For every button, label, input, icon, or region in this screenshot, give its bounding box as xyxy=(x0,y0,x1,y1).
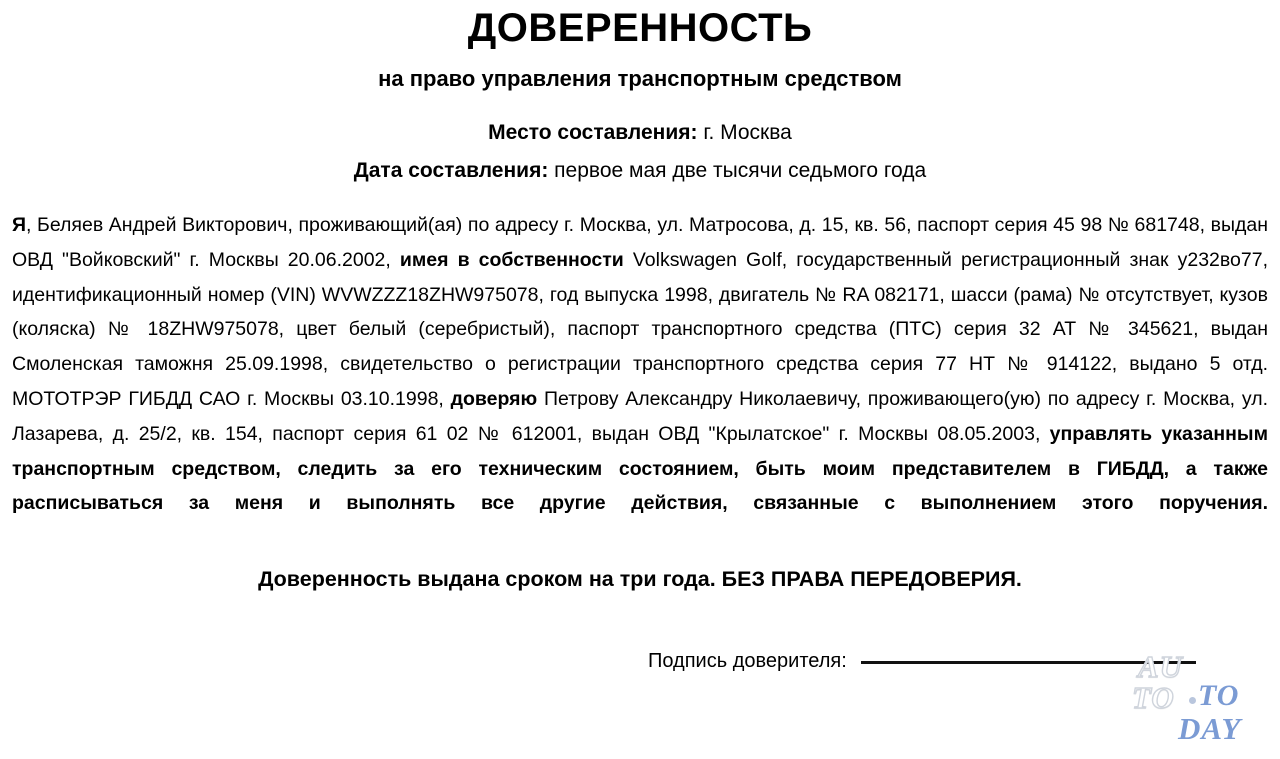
body-vehicle-details: Volkswagen Golf, государственный регистрационный знак у232во77, идентификационный номер (VIN) WVWZZZ18ZHW975078, год выпуска 1998, двигатель № RA 082171, шасси (рама) № отсутствует, кузов (коляска) № 18ZHW975078, цвет белый (серебристый), паспорт транспортного средства (ПТС) серия 32 АТ № 345621, выдан Смоленская таможня 25.09.1998, свидетельство о регистрации транспортного средства серия 77 НТ № 914122, выдано 5 отд. МОТОТРЭР ГИБДД САО г. Москвы 03.10.1998, xyxy=(12,248,1268,410)
body-principal-details: , Беляев Андрей Викторович, проживающий(ая) по адресу г. Москва, ул. Матросова, д. 15, кв. 56, паспорт серия 45 98 № 681748, выдан ОВД "Войковский" г. Москвы 20.06.2002, xyxy=(12,214,1268,271)
watermark-text-au: AU xyxy=(1138,649,1184,684)
document-body xyxy=(12,181,1268,556)
body-pronoun-ya: Я xyxy=(12,214,27,236)
place-of-drafting-line xyxy=(12,90,1268,143)
place-of-drafting-label: Место составления: xyxy=(488,121,698,144)
date-of-drafting-label: Дата составления: xyxy=(353,159,549,182)
date-of-drafting-value: первое мая две тысячи седьмого года xyxy=(548,159,927,182)
validity-statement: Доверенность выдана сроком на три года. БЕЗ ПРАВА ПЕРЕДОВЕРИЯ. xyxy=(258,566,1022,591)
watermark-dot-icon xyxy=(1189,697,1196,704)
date-of-drafting-line xyxy=(12,143,1268,181)
body-granted-powers: управлять указанным транспортным средством, следить за его техническим состоянием, быть моим представителем в ГИБДД, а также расписываться за меня и выполнять все другие действия, связанные с выполнением этого поручения. xyxy=(12,422,1268,515)
body-authorize-verb: доверяю xyxy=(450,387,538,410)
watermark-text-to-blue: TO xyxy=(1198,679,1240,712)
body-ownership-phrase: имея в собственности xyxy=(399,248,624,271)
watermark-text-to-outline: TO xyxy=(1132,680,1175,715)
signature-row xyxy=(12,592,1268,672)
watermark-text-day: DAY xyxy=(1178,711,1242,746)
page-title: ДОВЕРЕННОСТЬ xyxy=(467,6,813,50)
body-attorney-details: Петрову Александру Николаевичу, проживающего(ую) по адресу г. Москва, ул. Лазарева, д. 25/2, кв. 154, паспорт серия 61 02 № 612001, выдан ОВД "Крылатское" г. Москвы 08.05.2003, xyxy=(12,387,1268,445)
place-of-drafting-value: г. Москва xyxy=(697,121,792,144)
signature-label: Подпись доверителя: xyxy=(648,649,847,672)
document-subtitle: на право управления транспортным средством xyxy=(378,66,902,91)
signature-line xyxy=(861,661,1196,664)
